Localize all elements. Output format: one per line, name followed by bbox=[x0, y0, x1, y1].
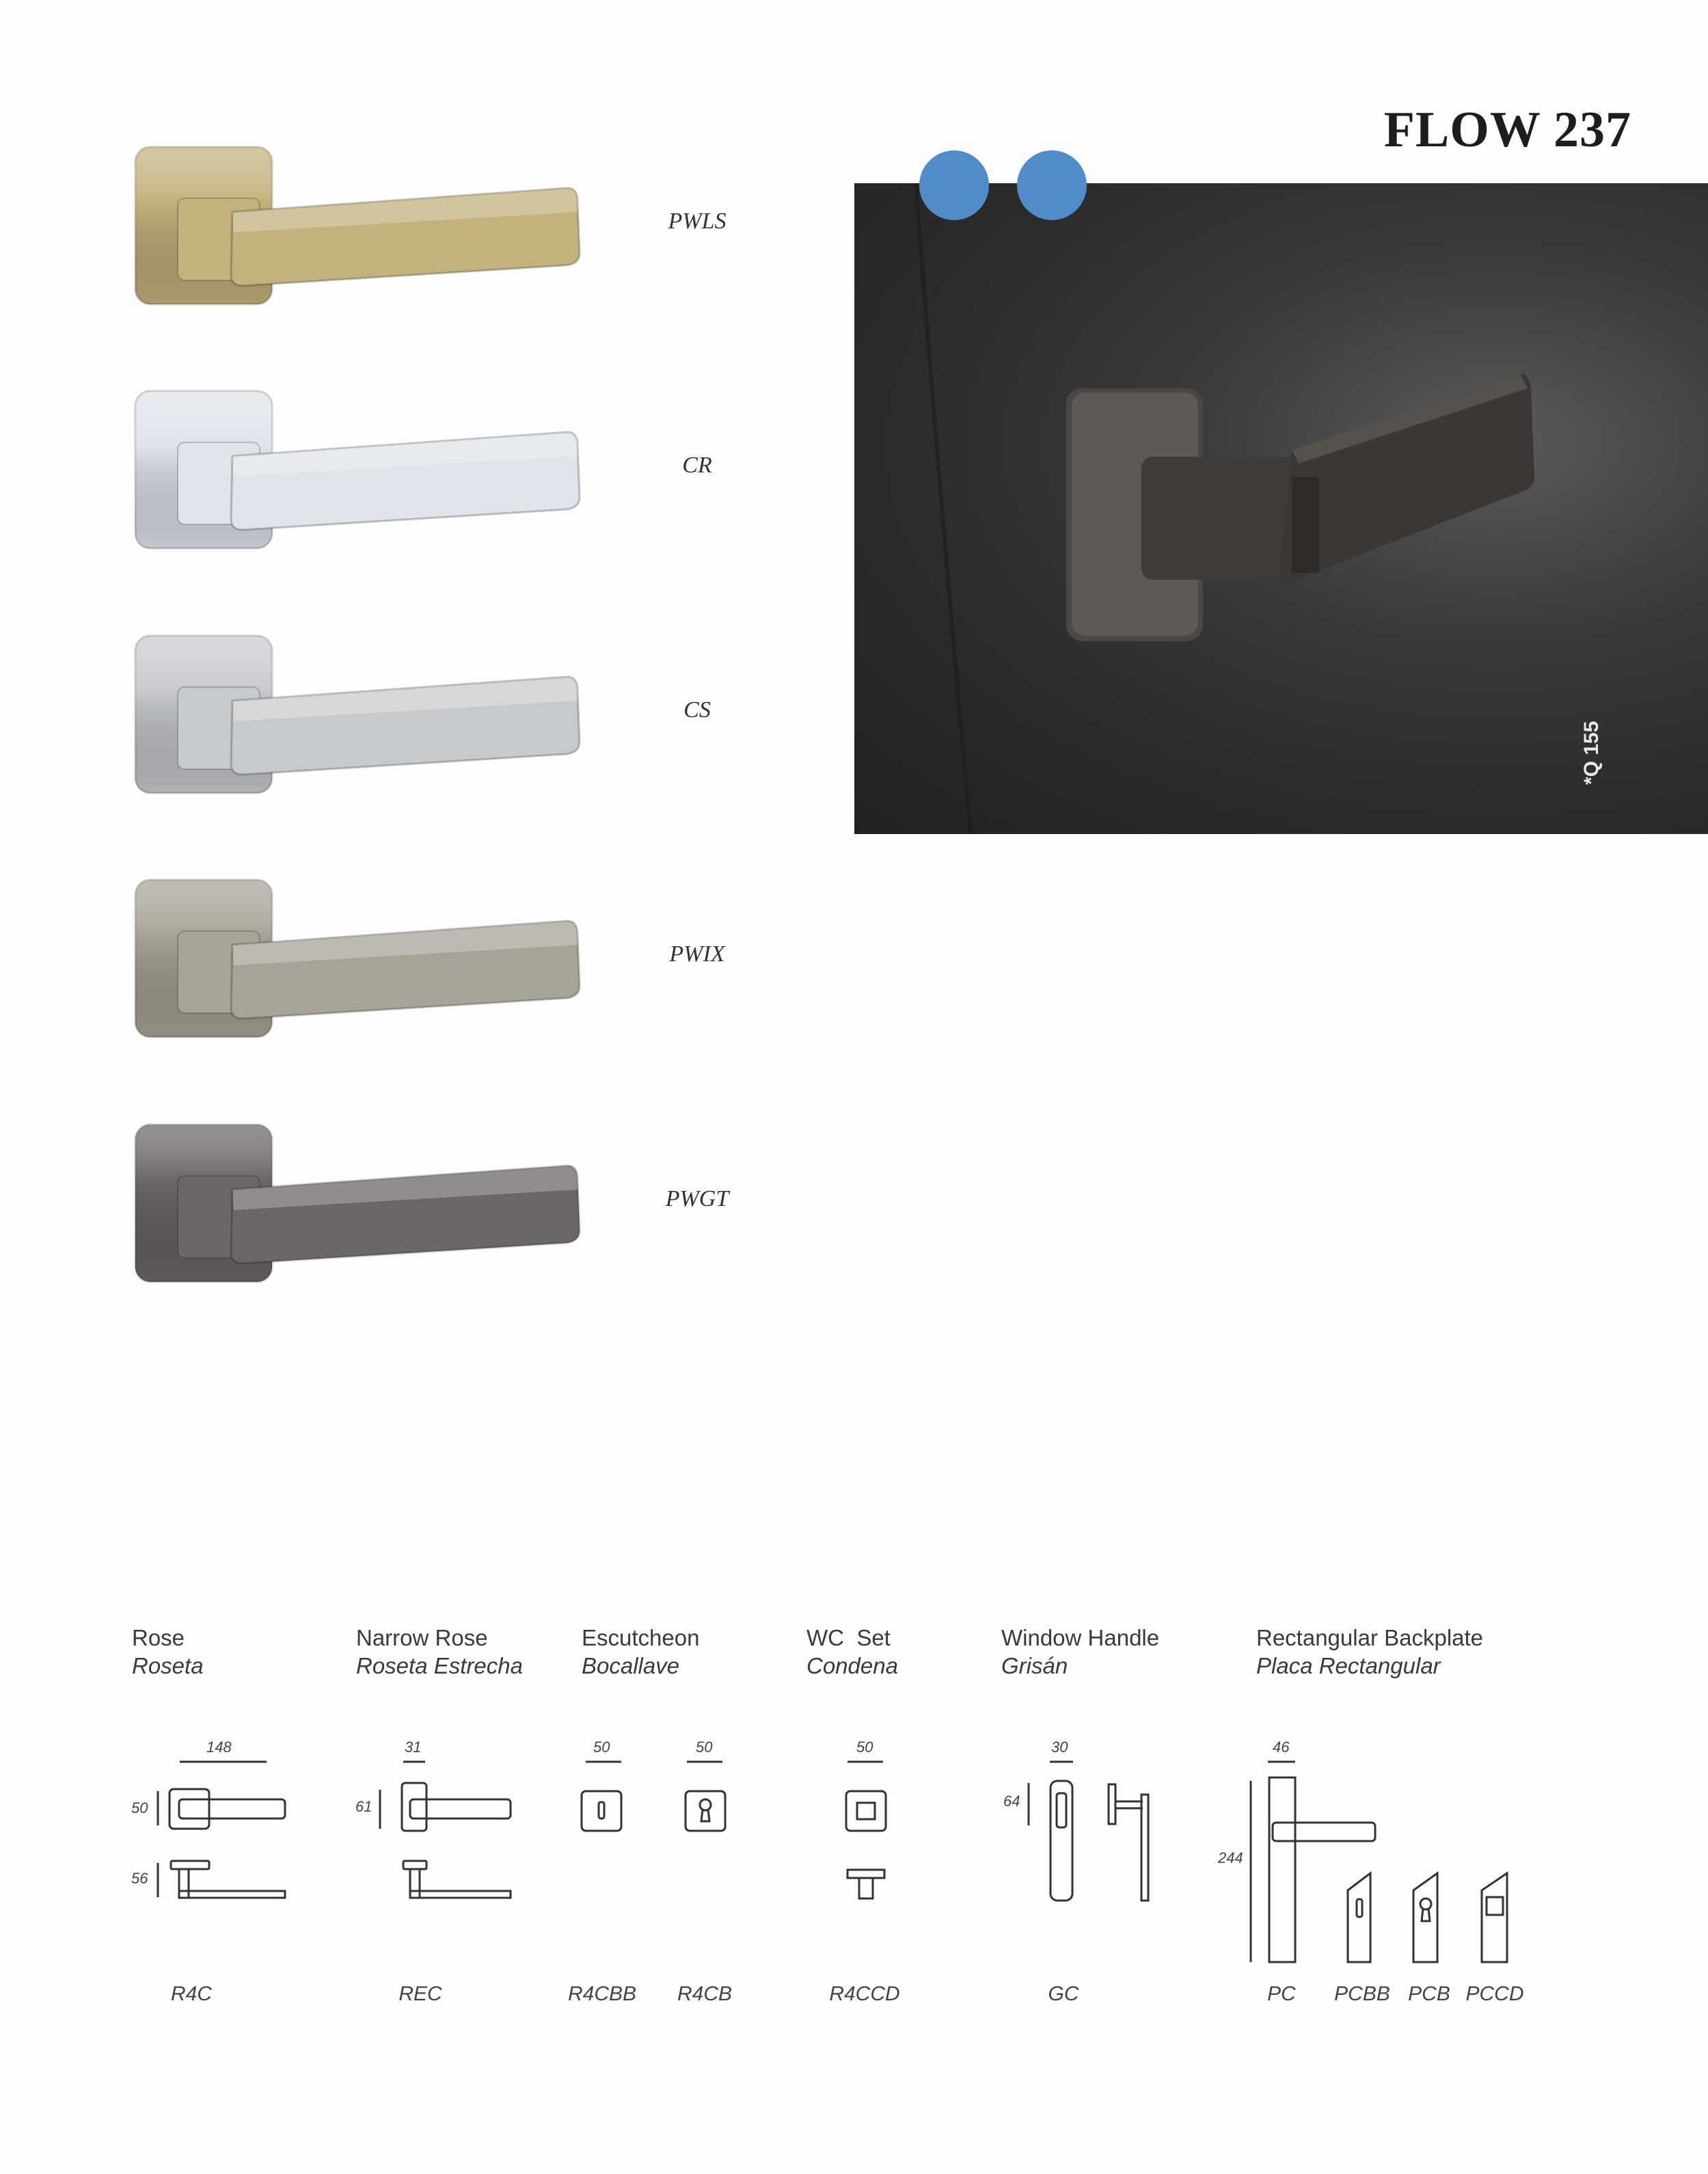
code-pcbb: PCBB bbox=[1334, 1983, 1390, 2005]
category-narrow-rose: Narrow Rose Roseta Estrecha bbox=[356, 1625, 523, 1678]
code-pcb: PCB bbox=[1408, 1983, 1450, 2005]
category-rose: Rose Roseta bbox=[132, 1625, 204, 1678]
finish-code-pwls: PWLS bbox=[668, 209, 727, 234]
finish-code-cs: CS bbox=[683, 697, 711, 723]
dim-rose-height: 50 bbox=[131, 1799, 148, 1816]
dim-window-height: 64 bbox=[1003, 1793, 1020, 1810]
code-pccd: PCCD bbox=[1465, 1983, 1524, 2005]
code-r4cb: R4CB bbox=[677, 1983, 733, 2005]
code-r4c: R4C bbox=[170, 1983, 213, 2005]
dim-esc-cb-width: 50 bbox=[696, 1739, 713, 1756]
dim-plate-width: 46 bbox=[1273, 1739, 1290, 1756]
code-pc: PC bbox=[1267, 1983, 1296, 2005]
dim-wc-width: 50 bbox=[856, 1739, 873, 1756]
dim-esc-bb-width: 50 bbox=[593, 1739, 610, 1756]
finish-code-pwix: PWIX bbox=[669, 941, 725, 967]
code-rec: REC bbox=[398, 1983, 442, 2005]
category-window-handle: Window Handle Grisán bbox=[1001, 1625, 1160, 1678]
dim-plate-height: 244 bbox=[1218, 1849, 1243, 1866]
dim-rose-width: 148 bbox=[206, 1739, 232, 1756]
dim-narrow-width: 31 bbox=[405, 1739, 422, 1756]
dim-rose-depth: 56 bbox=[131, 1870, 148, 1887]
category-rect-backplate: Rectangular Backplate Placa Rectangular bbox=[1256, 1625, 1484, 1678]
finish-code-cr: CR bbox=[682, 453, 712, 478]
product-title: FLOW 237 bbox=[1383, 102, 1631, 158]
dim-window-width: 30 bbox=[1051, 1739, 1068, 1756]
finish-code-pwgt: PWGT bbox=[665, 1186, 729, 1211]
code-gc: GC bbox=[1048, 1983, 1079, 2005]
code-r4ccd: R4CCD bbox=[829, 1983, 900, 2005]
dim-narrow-height: 61 bbox=[355, 1798, 372, 1815]
code-r4cbb: R4CBB bbox=[567, 1983, 637, 2005]
hero-code: *Q 155 bbox=[1580, 721, 1603, 785]
category-wc-set: WC Set Condena bbox=[806, 1625, 898, 1678]
category-escutcheon: Escutcheon Bocallave bbox=[582, 1625, 700, 1678]
